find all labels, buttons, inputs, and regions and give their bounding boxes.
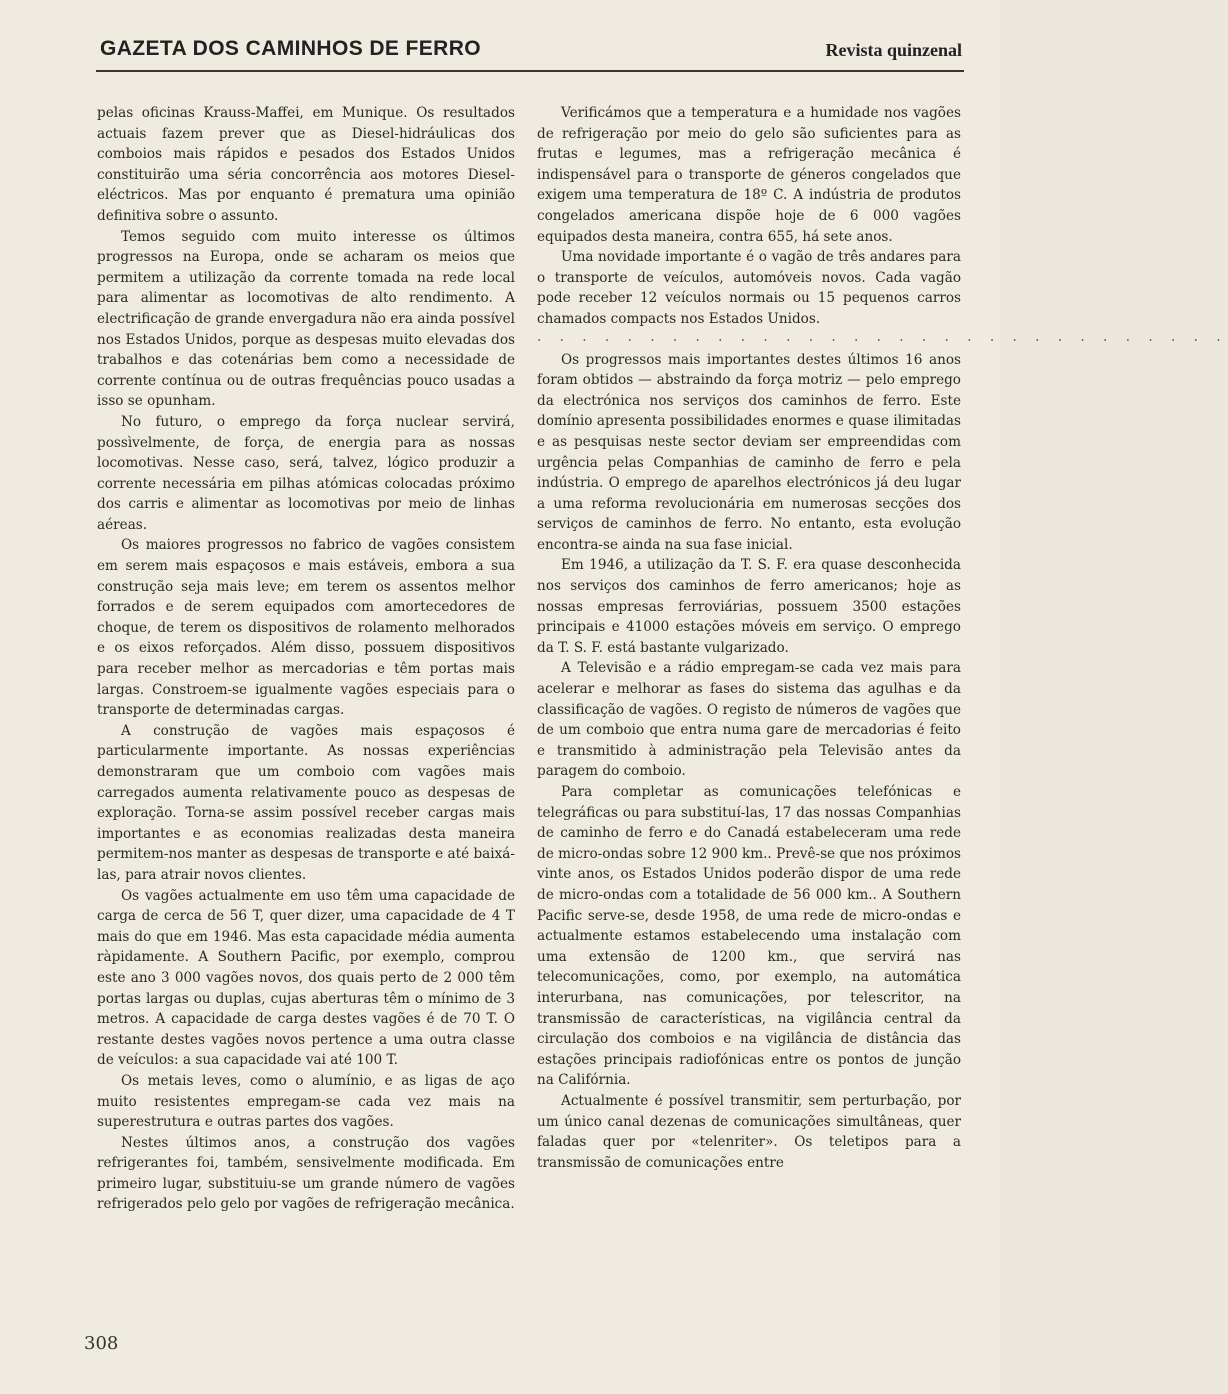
paragraph: Os maiores progressos no fabrico de vagões consistem em serem mais espaçosos e mais estáveis, embora a sua construção seja mais leve; em terem os assentos melhor forrados e de serem equipados com amortecedores de choque, de terem os dispositivos de rolamento melhorados e os eixos reforçados. Além disso, possuem dispositivos para receber melhor as mercadorias e têm portas mais largas. Constroem-se igualmente vagões especiais para o transporte de determinadas cargas. [97,537,515,719]
paragraph: Uma novidade importante é o vagão de três andares para o transporte de veículos, automóveis novos. Cada vagão pode receber 12 veículos normais ou 15 pequenos carros chamados compacts nos Estados Unidos. [537,249,961,327]
masthead [100,37,962,67]
paragraph: Verificámos que a temperatura e a humidade nos vagões de refrigeração por meio do gelo são suficientes para as frutas e legumes, mas a refrigeração mecânica é indispensável para o transporte de géneros congelados que exigem uma temperatura de 18º C. A indústria de produtos congelados americana dispõe hoje de 6 000 vagões equipados desta maneira, contra 655, há sete anos. [537,105,961,245]
paragraph: Nestes últimos anos, a construção dos vagões refrigerantes foi, também, sensivelmente modificada. Em primeiro lugar, substituiu-se um grande número de vagões refrigerados pelo gelo por vagões de refrigeração mecânica. [97,1134,515,1213]
paragraph: Actualmente é possível transmitir, sem perturbação, por um único canal dezenas de comunicações simultâneas, quer faladas quer por «telenriter». Os teletipos para a transmissão de comunicações entre [537,1092,961,1171]
publication-subtitle: Revista quinzenal [825,40,962,60]
paragraph: A construção de vagões mais espaçosos é particularmente importante. As nossas experiências demonstraram que um comboio com vagões mais carregados aumenta relativamente pouco as despesas de exploração. Torna-se assim possível receber cargas mais importantes e as economias realizadas desta maneira permitem-nos manter as despesas de transporte e até baixá-las, para atrair novos clientes. [97,722,515,883]
left-column [97,103,515,1215]
paragraph: No futuro, o emprego da força nuclear servirá, possìvelmente, de força, de energia para as nossas locomotivas. Nesse caso, será, talvez, lógico produzir a corrente necessária em pilhas atómicas colocadas próximo dos carris e alimentar as locomotivas por meio de linhas aéreas. [97,413,515,533]
header-rule [96,70,964,72]
paragraph: Os metais leves, como o alumínio, e as ligas de aço muito resistentes empregam-se cada vez mais na superestrutura e outras partes dos vagões. [97,1072,515,1131]
paragraph: pelas oficinas Krauss-Maffei, em Munique. Os resultados actuais fazem prever que as Diesel-hidráulicas dos comboios mais rápidos e pesados dos Estados Unidos constituirão uma séria concorrência aos motores Diesel-eléctricos. Mas por enquanto é prematura uma opinião definitiva sobre o assunto. [97,105,515,224]
paragraph: Os progressos mais importantes destes últimos 16 anos foram obtidos — abstraindo da força motriz — pelo emprego da electrónica nos serviços dos caminhos de ferro. Este domínio apresenta possibilidades enormes e quase ilimitadas e as pesquisas neste sector deviam ser empreendidas com urgência pelas Companhias de caminho de ferro e pela indústria. O emprego de aparelhos electrónicos já deu lugar a uma reforma revolucionária em numerosas secções dos serviços de caminhos de ferro. No entanto, esta evolução encontra-se ainda na sua fase inicial. [537,351,961,553]
right-column [537,103,1228,1173]
paragraph: Os vagões actualmente em uso têm uma capacidade de carga de cerca de 56 T, quer dizer, uma capacidade de 4 T mais do que em 1946. Mas esta capacidade média aumenta ràpidamente. A Southern Pacific, por exemplo, comprou este ano 3 000 vagões novos, dos quais perto de 2 000 têm portas largas ou duplas, cujas aberturas têm o mínimo de 3 metros. A capacidade de carga destes vagões é de 70 T. O restante destes vagões novos pertence a uma outra classe de veículos: a sua capacidade vai até 100 T. [97,887,515,1069]
paragraph: Para completar as comunicações telefónicas e telegráficas ou para substituí-las, 17 das nossas Companhias de caminho de ferro e do Canadá estabeleceram uma rede de micro-ondas sobre 12 900 km.. Prevê-se que nos próximos vinte anos, os Estados Unidos poderão dispor de uma rede de micro-ondas com a totalidade de 56 000 km.. A Southern Pacific serve-se, desde 1958, de uma rede de micro-ondas e actualmente estamos estabelecendo uma instalação com uma extensão de 1200 km., que servirá nas telecomunicações, como, por exemplo, na automática interurbana, nas comunicações, por telescritor, na transmissão de características, na vigilância central da circulação dos comboios e na vigilância de distância das estações principais radiofónicas entre os pontos de junção na Califórnia. [537,784,961,1089]
publication-title: GAZETA DOS CAMINHOS DE FERRO [100,37,482,60]
page-number: 308 [84,1333,119,1354]
section-separator: . . . . . . . . . . . . . . . . . . . . . . . . . . . . . . . [537,328,1228,345]
paragraph: Em 1946, a utilização da T. S. F. era quase desconhecida nos serviços dos caminhos de ferro americanos; hoje as nossas empresas ferroviárias, possuem 3500 estações principais e 41000 estações móveis em serviço. O emprego da T. S. F. está bastante vulgarizado. [537,557,961,656]
paragraph: A Televisão e a rádio empregam-se cada vez mais para acelerar e melhorar as fases do sistema das agulhas e da classificação de vagões. O registo de números de vagões que de um comboio que entra numa gare de mercadorias é feito e transmitido à administração pela Televisão antes da paragem do comboio. [537,660,961,780]
paragraph: Temos seguido com muito interesse os últimos progressos na Europa, onde se acharam os meios que permitem a utilização da corrente tomada na rede local para alimentar as locomotivas de alto rendimento. A electrificação de grande envergadura não era ainda possível nos Estados Unidos, porque as despesas muito elevadas dos trabalhos e das cotenárias bem como a necessidade de corrente contínua ou de outras frequências pouco usadas a isso se opunham. [97,228,515,410]
